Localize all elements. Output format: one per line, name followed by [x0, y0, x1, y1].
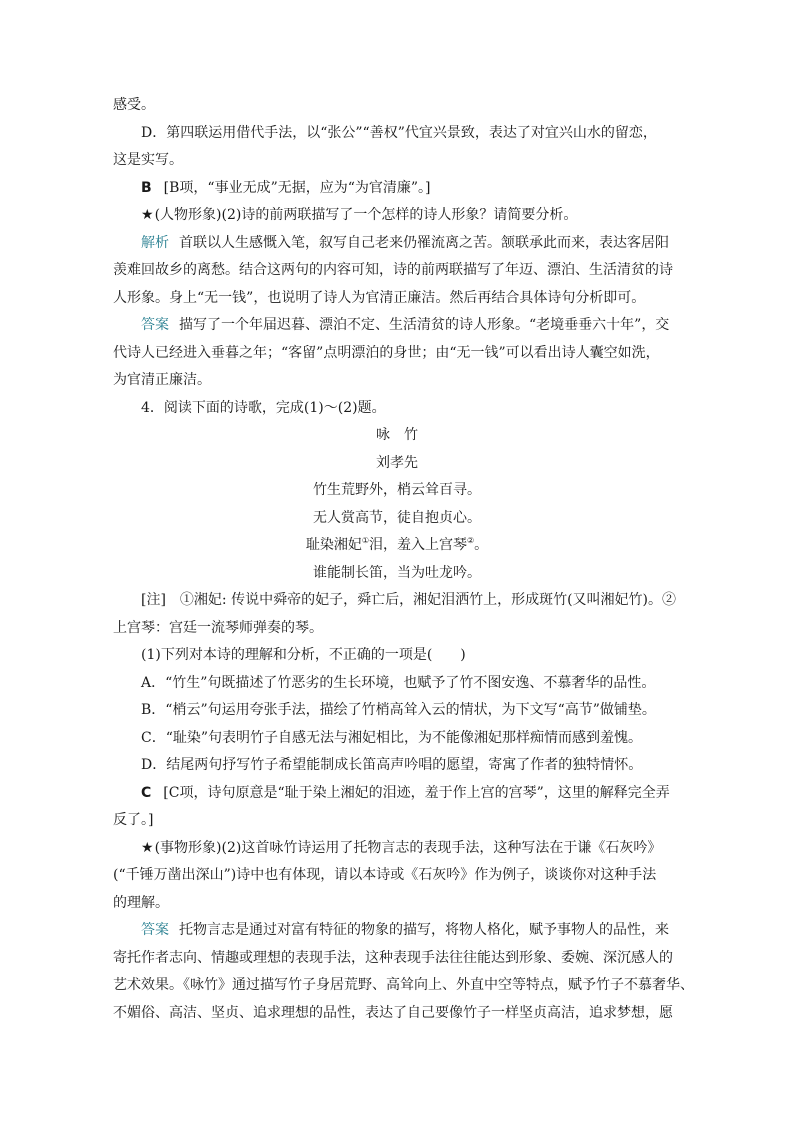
text: D．结尾两句抒写竹子希望能制成长笛高声吟唱的愿望，寄寓了作者的独特情怀。 — [141, 757, 643, 773]
answer-letter: B — [141, 180, 152, 196]
text: 刘孝先 — [376, 455, 418, 471]
answer-tag: 答案 — [141, 922, 169, 938]
answer-line — [141, 179, 431, 197]
poem-title — [0, 426, 794, 444]
answer-line — [141, 784, 670, 802]
text-line — [113, 289, 645, 307]
text: 不媚俗、高洁、坚贞、追求理想的品性，表达了自己要像竹子一样坚贞高洁，追求梦想，愿 — [113, 1005, 673, 1021]
text: 感受。 — [113, 97, 155, 113]
text: 无人赏高节，徒自抱贞心。 — [313, 510, 481, 526]
option-d-line — [141, 756, 642, 774]
text: 咏 竹 — [376, 427, 418, 443]
note-line — [141, 591, 676, 609]
text: 为官清正廉洁。 — [113, 372, 211, 388]
poem-line — [0, 536, 794, 554]
text: D．第四联运用借代手法，以“张公”“善权”代宜兴景致，表达了对宜兴山水的留恋， — [141, 125, 657, 141]
text: 的理解。 — [113, 895, 169, 911]
option-a-line — [141, 674, 655, 692]
poem-line — [0, 564, 794, 582]
text: 代诗人已经进入垂暮之年；“客留”点明漂泊的身世；由“无一钱”可以看出诗人囊空如洗， — [113, 345, 660, 361]
poem-author — [0, 454, 794, 472]
text-line — [113, 949, 673, 967]
text-line — [113, 96, 155, 114]
analysis-line — [141, 234, 669, 252]
text: [B项，“事业无成”无据，应为“为官清廉”。] — [163, 180, 431, 196]
text: 羡难回故乡的离愁。结合这两句的内容可知，诗的前两联描写了年迈、漂泊、生活清贫的诗 — [113, 262, 673, 278]
text: 谁能制长笛，当为吐龙吟。 — [313, 565, 481, 581]
question-line — [141, 399, 386, 417]
answer-tag: 答案 — [141, 317, 169, 333]
poem-line — [0, 509, 794, 527]
question-line — [141, 206, 577, 224]
text: 。 — [474, 537, 489, 553]
poem-line — [0, 481, 794, 499]
text: 上宫琴：宫廷一流琴师弹奏的琴。 — [113, 620, 323, 636]
answer-line — [141, 316, 669, 334]
text: 寄托作者志向、情趣或理想的表现手法，这种表现手法往往能达到形象、委婉、深沉感人的 — [113, 950, 673, 966]
text-line — [113, 811, 153, 829]
text: C．“耻染”句表明竹子自感无法与湘妃相比，为不能像湘妃那样痴情而感到羞愧。 — [141, 730, 643, 746]
text-line — [113, 894, 169, 912]
footnote-marker: ② — [467, 536, 475, 545]
text-line — [113, 866, 656, 884]
star-icon: ★ — [141, 207, 154, 223]
text: 首联以人生感慨入笔，叙写自己老来仍罹流离之苦。颔联承此而来，表达客居阳 — [179, 235, 669, 251]
text: 人形象。身上“无一钱”，也说明了诗人为官清正廉洁。然后再结合具体诗句分析即可。 — [113, 290, 646, 306]
answer-letter: C — [141, 785, 152, 801]
text: 4．阅读下面的诗歌，完成(1)～(2)题。 — [141, 400, 386, 416]
text: 反了。] — [113, 812, 154, 828]
star-icon: ★ — [141, 840, 154, 856]
option-d-line — [141, 124, 657, 142]
text-line — [113, 1004, 673, 1022]
text: 艺术效果。《咏竹》通过描写竹子身居荒野、高耸向上、外直中空等特点，赋予竹子不慕奢华、 — [113, 977, 694, 993]
text: 泪，羞入上宫琴 — [369, 537, 467, 553]
question-line — [141, 646, 466, 664]
option-b-line — [141, 701, 656, 719]
text: [注] ①湘妃: 传说中舜帝的妃子，舜亡后，湘妃泪洒竹上，形成斑竹(又叫湘妃竹)。② — [141, 592, 677, 608]
question-line — [141, 839, 661, 857]
text: 竹生荒野外，梢云耸百寻。 — [313, 482, 481, 498]
text-line — [113, 976, 694, 994]
option-c-line — [141, 729, 642, 747]
text: 耻染湘妃 — [305, 537, 362, 553]
text: A．“竹生”句既描述了竹恶劣的生长环境，也赋予了竹不图安逸、不慕奢华的品性。 — [141, 675, 656, 691]
answer-line — [141, 921, 669, 939]
text-line — [113, 261, 673, 279]
analysis-tag: 解析 — [141, 235, 169, 251]
text: (1)下列对本诗的理解和分析，不正确的一项是( ) — [141, 647, 466, 663]
text: (“千锤万凿出深山”)诗中也有体现，请以本诗或《石灰吟》作为例子，谈谈你对这种手法 — [113, 867, 657, 883]
text-line — [113, 371, 211, 389]
text: B．“梢云”句运用夸张手法，描绘了竹梢高耸入云的情状，为下文写“高节”做铺垫。 — [141, 702, 656, 718]
footnote-marker: ① — [361, 536, 369, 545]
text: 这是实写。 — [113, 152, 183, 168]
text: [C项，诗句原意是“耻于染上湘妃的泪迹，羞于作上宫的宫琴”，这里的解释完全弄 — [163, 785, 670, 801]
text-line — [113, 344, 660, 362]
text: 描写了一个年届迟暮、漂泊不定、生活清贫的诗人形象。“老境垂垂六十年”，交 — [179, 317, 670, 333]
text: 托物言志是通过对富有特征的物象的描写，将物人格化，赋予事物人的品性，来 — [179, 922, 669, 938]
text: (人物形象)(2)诗的前两联描写了一个怎样的诗人形象？请简要分析。 — [154, 207, 578, 223]
text: (事物形象)(2)这首咏竹诗运用了托物言志的表现手法，这种写法在于谦《石灰吟》 — [154, 840, 662, 856]
text-line — [113, 151, 183, 169]
text-line — [113, 619, 323, 637]
